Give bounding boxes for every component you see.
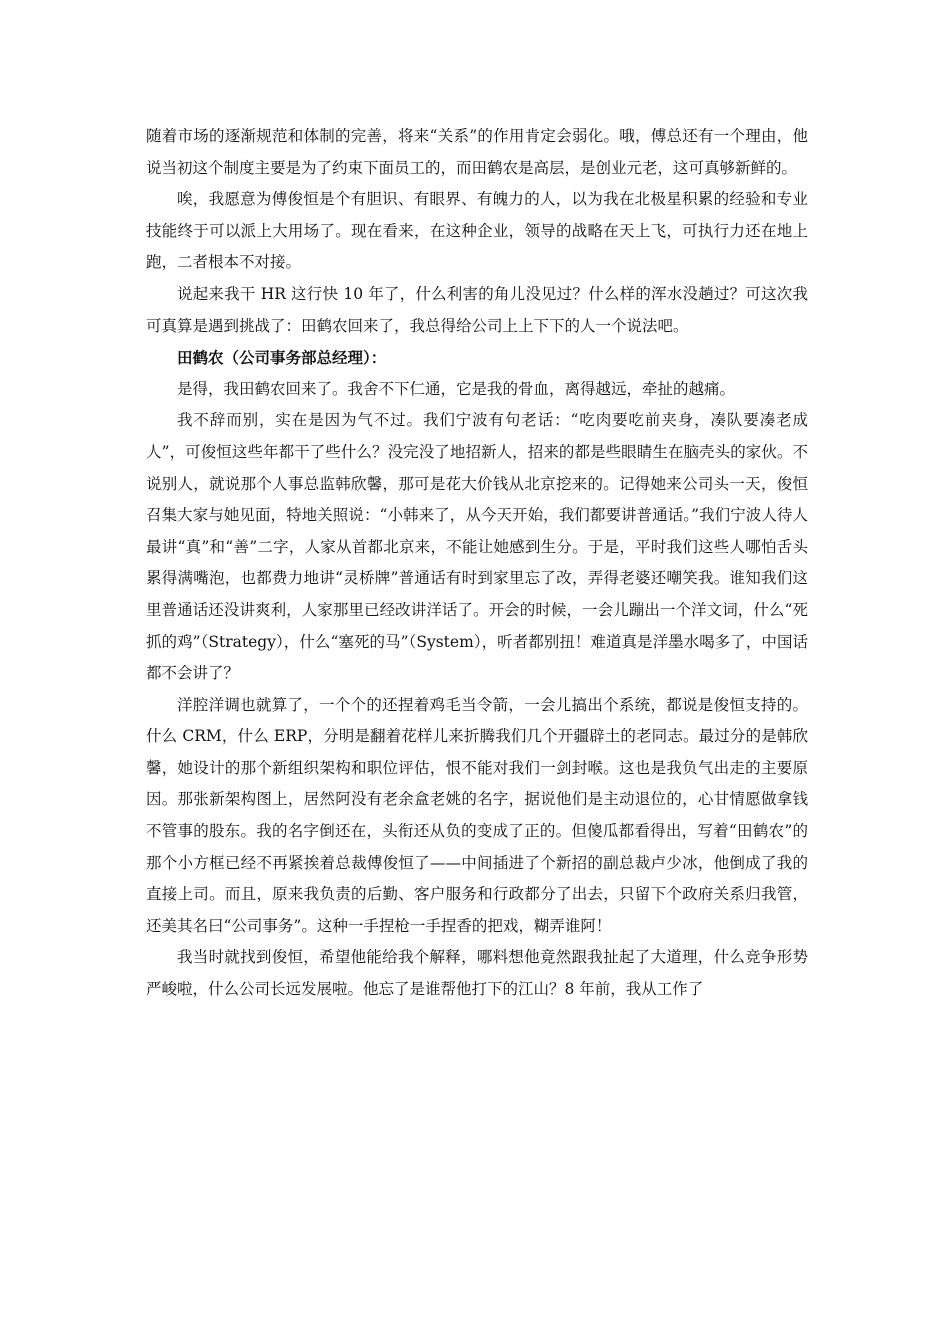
paragraph-1: 随着市场的逐渐规范和体制的完善，将来“关系”的作用肯定会弱化。哦，傅总还有一个理由，他说当初这个制度主要是为了约束下面员工的，而田鹤农是高层，是创业元老，这可真够新鲜的。: [146, 127, 808, 177]
paragraph-2: 唉，我愿意为傅俊恒是个有胆识、有眼界、有魄力的人，以为我在北极星积累的经验和专业技能终于可以派上大用场了。现在看来，在这种企业，领导的战略在天上飞，可执行力还在地上跑，二者根本不对接。: [146, 190, 808, 272]
paragraph-4: 是得，我田鹤农回来了。我舍不下仁通，它是我的骨血，离得越远，牵扯的越痛。: [177, 379, 736, 398]
paragraph-3: 说起来我干 HR 这行快 10 年了，什么利害的角儿没见过？什么样的浑水没趟过？可这次我可真算是遇到挑战了：田鹤农回来了，我总得给公司上上下下的人一个说法吧。: [146, 284, 808, 335]
paragraph-7: 我当时就找到俊恒，希望他能给我个解释，哪料想他竟然跟我扯起了大道理，什么竞争形势严峻啦，什么公司长远发展啦。他忘了是谁帮他打下的江山？8 年前，我从工作了: [146, 948, 808, 999]
paragraph-6: 洋腔洋调也就算了，一个个的还捏着鸡毛当令箭，一会儿搞出个系统，都说是俊恒支持的。什么 CRM，什么 ERP，分明是翻着花样儿来折腾我们几个开疆辟土的老同志。最过分的是韩欣馨，她设计的那个新组织架构和职位评估，恨不能对我们一剑封喉。这也是我负气出走的主要原因。那张新架构图上，居然阿没有老余盒老姚的名字，据说他们是主动退位的，心甘情愿做拿钱不管事的股东。我的名字倒还在，头衔还从负的变成了正的。但傻瓜都看得出，写着“田鹤农”的那个小方框已经不再紧挨着总裁傅俊恒了——中间插进了个新招的副总裁卢少冰，他倒成了我的直接上司。而且，原来我负责的后勤、客户服务和行政都分了出去，只留下个政府关系归我管，还美其名曰“公司事务”。这种一手捏枪一手捏香的把戏，糊弄谁阿！: [146, 695, 808, 935]
paragraph-5: 我不辞而别，实在是因为气不过。我们宁波有句老话：“吃肉要吃前夹身，凑队要凑老成人”，可俊恒这些年都干了些什么？没完没了地招新人，招来的都是些眼睛生在脑壳头的家伙。不说别人，就说那个人事总监韩欣馨，那可是花大价钱从北京挖来的。记得她来公司头一天，俊恒召集大家与她见面，特地关照说：“小韩来了，从今天开始，我们都要讲普通话。”我们宁波人待人最讲“真”和“善”二字，人家从首都北京来，不能让她感到生分。于是，平时我们这些人哪怕舌头累得满嘴泡，也都费力地讲“灵桥牌”普通话有时到家里忘了改，弄得老婆还嘲笑我。谁知我们这里普通话还没讲爽利，人家那里已经改讲洋话了。开会的时候，一会儿蹦出一个洋文词，什么“死抓的鸡”（Strategy），什么“塞死的马”（System），听者都别扭！难道真是洋墨水喝多了，中国话都不会讲了？: [146, 411, 808, 683]
document-body: [146, 121, 808, 1006]
section-heading: 田鹤农（公司事务部总经理）：: [177, 348, 387, 368]
